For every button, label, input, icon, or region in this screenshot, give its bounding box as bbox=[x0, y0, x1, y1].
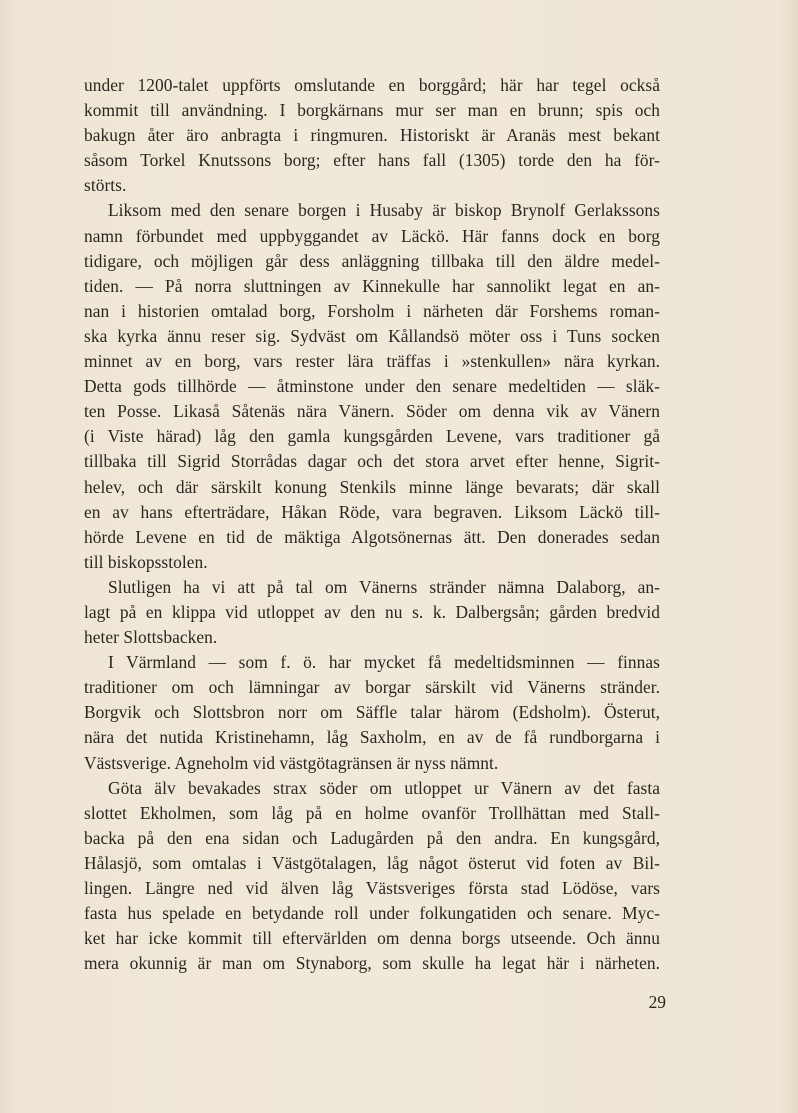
text-line: störts. bbox=[84, 175, 127, 196]
text-line: Slutligen ha vi att på tal om Vänerns stränder nämna Dalaborg, an- bbox=[108, 576, 660, 597]
text-line: kommit till användning. I borgkärnans mur ser man en brunn; spis och bbox=[84, 100, 660, 121]
text-line: till biskopsstolen. bbox=[84, 551, 208, 572]
text-line: Borgvik och Slottsbron norr om Säffle talar härom (Edsholm). Österut, bbox=[84, 702, 660, 723]
text-line: heter Slottsbacken. bbox=[84, 627, 218, 648]
text-line: slottet Ekholmen, som låg på en holme ovanför Trollhättan med Stall- bbox=[84, 802, 660, 823]
text-line: Detta gods tillhörde — åtminstone under den senare medeltiden — släk- bbox=[84, 376, 660, 397]
text-line: helev, och där särskilt konung Stenkils minne länge bevarats; där skall bbox=[84, 476, 660, 497]
text-line: under 1200-talet uppförts omslutande en borggård; här har tegel också bbox=[84, 75, 660, 95]
text-line: fasta hus spelade en betydande roll under folkungatiden och senare. Myc- bbox=[84, 903, 660, 924]
text-line: lingen. Längre ned vid älven låg Västsveriges första stad Lödöse, vars bbox=[84, 878, 660, 898]
text-line: ten Posse. Likaså Såtenäs nära Vänern. Söder om denna vik av Vänern bbox=[84, 401, 660, 422]
text-line: hörde Levene en tid de mäktiga Algotsönernas ätt. Den donerades sedan bbox=[84, 526, 660, 547]
text-line: såsom Torkel Knutssons borg; efter hans fall (1305) torde den ha för- bbox=[84, 150, 660, 171]
text-line: lagt på en klippa vid utloppet av den nu s. k. Dalbergsån; gården bredvid bbox=[84, 601, 660, 622]
text-line: ket har icke kommit till eftervärlden om denna borgs utseende. Och ännu bbox=[84, 928, 660, 949]
text-line: mera okunnig är man om Stynaborg, som skulle ha legat här i närheten. bbox=[84, 953, 660, 974]
text-line: tidigare, och möjligen går dess anläggning tillbaka till den äldre medel- bbox=[84, 250, 660, 271]
page-number: 29 bbox=[648, 992, 666, 1012]
text-line: bakugn åter äro anbragta i ringmuren. Historiskt är Aranäs mest bekant bbox=[84, 125, 660, 146]
text-line: nan i historien omtalad borg, Forsholm i närheten där Forshems roman- bbox=[84, 300, 660, 321]
text-line: minnet av en borg, vars rester lära träffas i »stenkullen» nära kyrkan. bbox=[84, 351, 660, 372]
text-line: nära det nutida Kristinehamn, låg Saxholm, en av de få rundborgarna i bbox=[84, 727, 660, 748]
text-line: tillbaka till Sigrid Storrådas dagar och det stora arvet efter henne, Sigrit- bbox=[84, 451, 660, 472]
text-line: Liksom med den senare borgen i Husaby är biskop Brynolf Gerlakssons bbox=[108, 200, 660, 221]
text-line: I Värmland — som f. ö. har mycket få medeltidsminnen — finnas bbox=[108, 652, 660, 673]
text-line: (i Viste härad) låg den gamla kungsgården Levene, vars traditioner gå bbox=[84, 426, 660, 447]
text-line: Göta älv bevakades strax söder om utloppet ur Vänern av det fasta bbox=[108, 777, 660, 798]
text-line: backa på den ena sidan och Ladugården på den andra. En kungsgård, bbox=[84, 827, 660, 848]
text-line: ska kyrka ännu reser sig. Sydväst om Kållandsö möter oss i Tuns socken bbox=[84, 325, 660, 346]
text-line: Hålasjö, som omtalas i Västgötalagen, låg något österut vid foten av Bil- bbox=[84, 852, 660, 873]
text-line: Västsverige. Agneholm vid västgötagränsen är nyss nämnt. bbox=[84, 752, 499, 773]
text-line: namn förbundet med uppbyggandet av Läckö. Här fanns dock en borg bbox=[84, 225, 660, 246]
body-text bbox=[84, 73, 660, 976]
text-line: en av hans efterträdare, Håkan Röde, vara begraven. Liksom Läckö till- bbox=[84, 501, 660, 522]
text-line: tiden. — På norra sluttningen av Kinnekulle har sannolikt legat en an- bbox=[84, 275, 660, 296]
text-line: traditioner om och lämningar av borgar särskilt vid Vänerns stränder. bbox=[84, 677, 660, 698]
